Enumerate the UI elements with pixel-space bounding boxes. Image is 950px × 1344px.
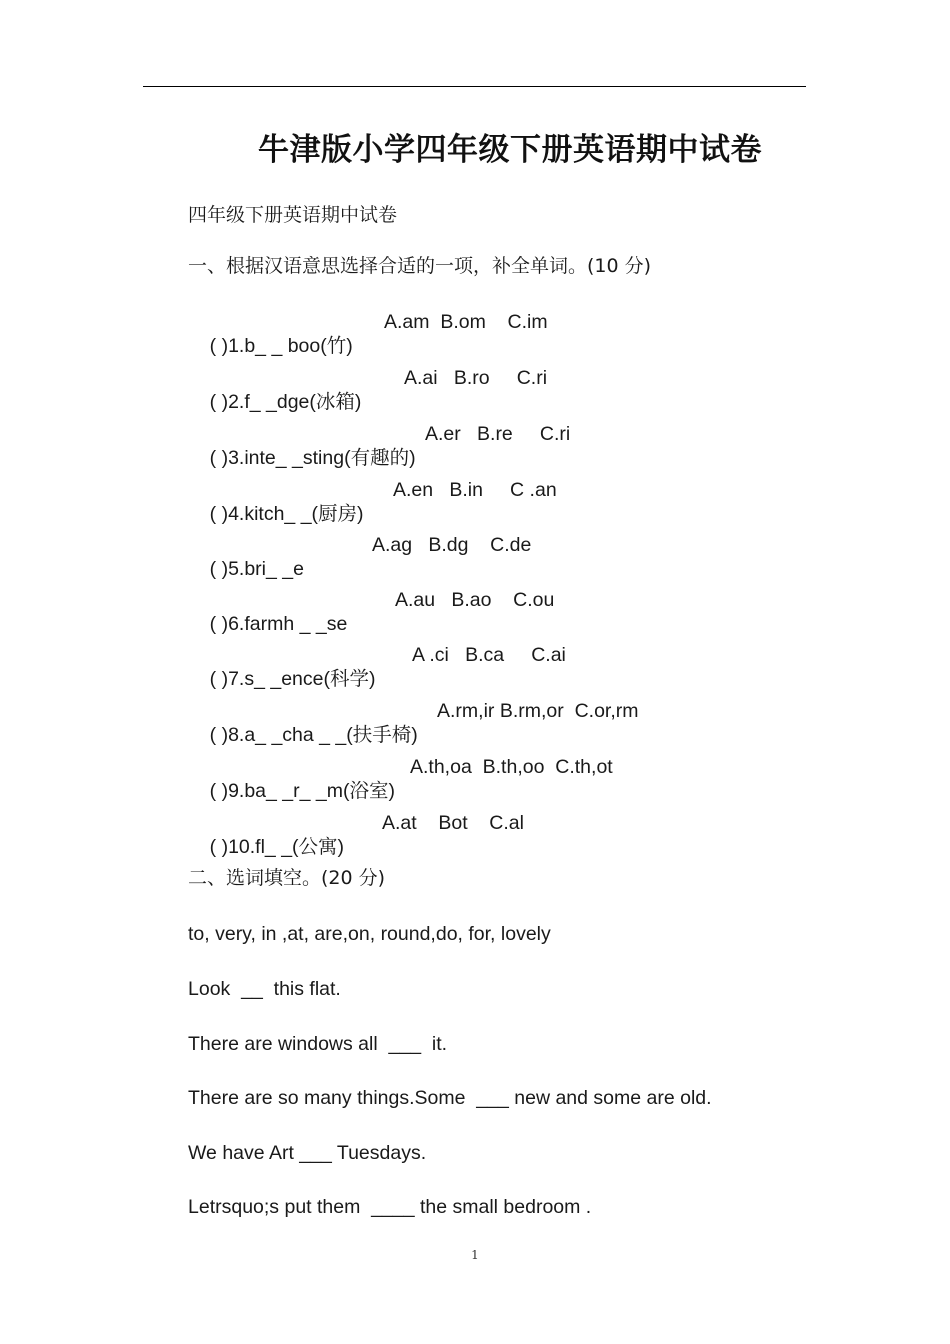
document-subtitle: 四年级下册英语期中试卷 bbox=[188, 204, 398, 226]
question-stem: ( )4.kitch_ _(厨房) bbox=[209, 503, 364, 525]
question-options: A.er B.re C.ri bbox=[425, 423, 571, 445]
question-row bbox=[188, 811, 524, 907]
question-stem: ( )3.inte_ _sting(有趣的) bbox=[209, 447, 416, 469]
fill-sentence: Look __ this flat. bbox=[188, 978, 341, 1000]
document-title: 牛津版小学四年级下册英语期中试卷 bbox=[258, 132, 762, 168]
question-options: A.au B.ao C.ou bbox=[395, 589, 555, 611]
question-stem: ( )10.fl_ _(公寓) bbox=[209, 836, 345, 858]
question-options: A .ci B.ca C.ai bbox=[412, 644, 566, 666]
question-stem: ( )5.bri_ _e bbox=[209, 558, 304, 580]
question-options: A.rm,ir B.rm,or C.or,rm bbox=[437, 700, 639, 722]
question-options: A.am B.om C.im bbox=[384, 311, 548, 333]
question-stem: ( )1.b_ _ boo(竹) bbox=[209, 335, 353, 357]
question-options: A.th,oa B.th,oo C.th,ot bbox=[410, 756, 613, 778]
question-options: A.ag B.dg C.de bbox=[372, 534, 532, 556]
question-stem: ( )9.ba_ _r_ _m(浴室) bbox=[209, 780, 395, 802]
question-stem: ( )7.s_ _ence(科学) bbox=[209, 668, 376, 690]
fill-sentence: There are windows all ___ it. bbox=[188, 1033, 448, 1055]
page-number: 1 bbox=[471, 1248, 479, 1262]
section2-heading: 二、选词填空。(20 分) bbox=[188, 867, 386, 889]
question-options: A.at Bot C.al bbox=[382, 812, 524, 834]
question-stem: ( )2.f_ _dge(冰箱) bbox=[209, 391, 362, 413]
fill-sentence: There are so many things.Some ___ new and some are old. bbox=[188, 1087, 712, 1109]
header-rule bbox=[143, 86, 806, 87]
question-options: A.en B.in C .an bbox=[393, 479, 557, 501]
fill-sentence: Letrsquo;s put them ____ the small bedroom . bbox=[188, 1196, 592, 1218]
word-bank: to, very, in ,at, are,on, round,do, for, lovely bbox=[188, 923, 551, 945]
question-stem: ( )8.a_ _cha _ _(扶手椅) bbox=[209, 724, 418, 746]
question-stem: ( )6.farmh _ _se bbox=[209, 613, 348, 635]
section1-heading: 一、根据汉语意思选择合适的一项，补全单词。(10 分) bbox=[188, 255, 652, 277]
question-options: A.ai B.ro C.ri bbox=[404, 367, 548, 389]
fill-sentence: We have Art ___ Tuesdays. bbox=[188, 1142, 427, 1164]
